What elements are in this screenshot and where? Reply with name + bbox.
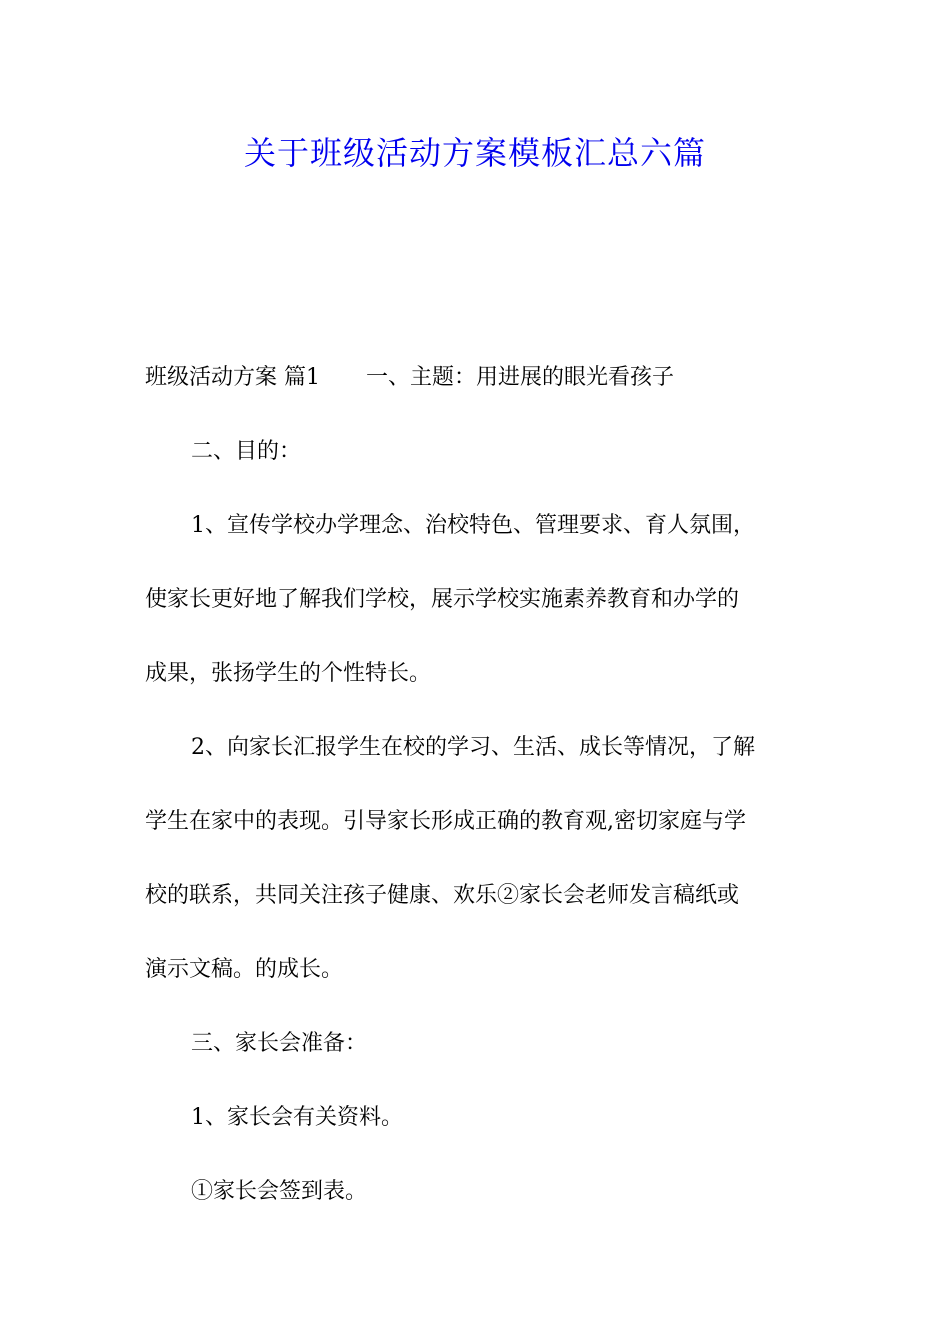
section-heading: 班级活动方案 篇1 <box>145 365 320 390</box>
paragraph-line: 成果，张扬学生的个性特长。 <box>145 661 432 686</box>
document-title: 关于班级活动方案模板汇总六篇 <box>243 134 706 172</box>
topic-line: 一、主题：用进展的眼光看孩子 <box>366 365 675 390</box>
document-body <box>145 341 810 1229</box>
paragraph-line: 三、家长会准备： <box>191 1031 368 1056</box>
paragraph-line <box>145 341 810 415</box>
paragraph-line: 1、宣传学校办学理念、治校特色、管理要求、育人氛围， <box>191 513 755 538</box>
paragraph-line: 校的联系，共同关注孩子健康、欢乐②家长会老师发言稿纸或 <box>145 883 740 908</box>
paragraph-line: 1、家长会有关资料。 <box>191 1105 403 1130</box>
paragraph-line: 使家长更好地了解我们学校，展示学校实施素养教育和办学的 <box>145 587 740 612</box>
paragraph-line: 演示文稿。的成长。 <box>145 957 344 982</box>
paragraph-line: 学生在家中的表现。引导家长形成正确的教育观,密切家庭与学 <box>145 809 746 834</box>
paragraph-line: 二、目的： <box>191 439 302 464</box>
paragraph-line: 2、向家长汇报学生在校的学习、生活、成长等情况，了解 <box>191 735 755 760</box>
paragraph-line: ①家长会签到表。 <box>191 1179 368 1204</box>
